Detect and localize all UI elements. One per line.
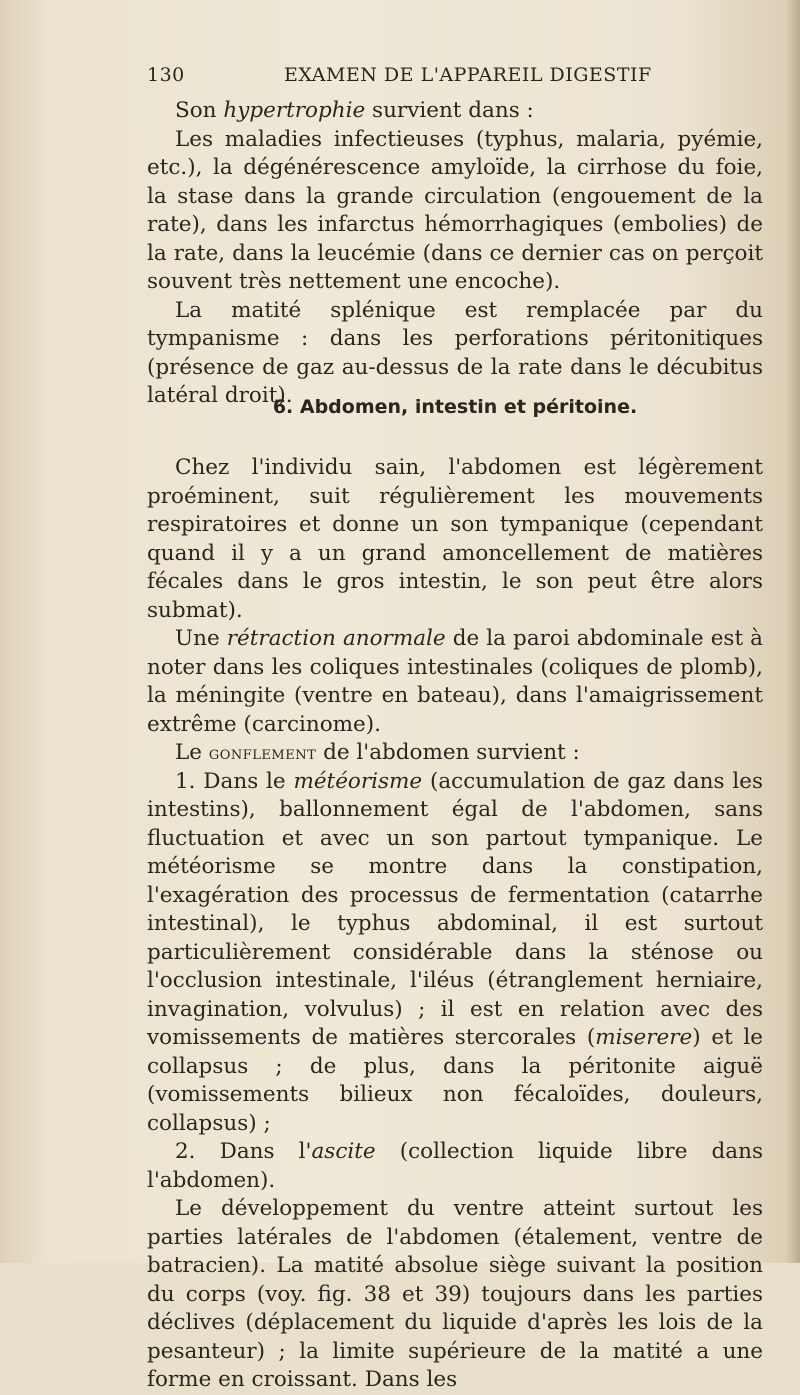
text-block-top xyxy=(147,97,763,411)
text-run: de la paroi abdominale est à noter dans les coliques intestinales (coliques de plomb), la méningite (ventre en bateau), dans l'amaigrissement extrême (carcinome). xyxy=(147,626,763,737)
paragraph: La matité splénique est remplacée par du tympanisme : dans les perforations péritonitiques (présence de gaz au-dessus de la rate dans le décubitus latéral droit). xyxy=(147,297,763,408)
running-title: EXAMEN DE L'APPAREIL DIGESTIF xyxy=(284,64,652,86)
paragraph: Chez l'individu sain, l'abdomen est légèrement proéminent, suit régulièrement les mouvements respiratoires et donne un son tympanique (cependant quand il y a un grand amoncellement de matières fécales dans le gros intestin, le son peut être alors submat). xyxy=(147,455,763,623)
emphasis: hypertrophie xyxy=(223,98,366,123)
paragraph: Les maladies infectieuses (typhus, malaria, pyémie, etc.), la dégénérescence amyloïde, la cirrhose du foie, la stase dans la grande circulation (engouement de la rate), dans les infarctus hémorrhagiques (embolies) de la rate, dans la leucémie (dans ce dernier cas on perçoit souvent très nettement une encoche). xyxy=(147,126,763,294)
text-run: (accumulation de gaz dans les intestins), ballonnement égal de l'abdomen, sans fluctuation et avec un son partout tympanique. Le météorisme se montre dans la constipation, l'exagération des processus de fermentation (catarrhe intestinal), le typhus abdominal, il est surtout particulièrement considérable dans la sténose ou l'occlusion intestinale, l'iléus (étranglement herniaire, invagination, volvulus) ; il est en relation avec des vomissements de matières stercorales ( xyxy=(147,768,763,1050)
text-run: Son xyxy=(175,98,224,123)
text-run: 1. Dans le xyxy=(175,768,294,794)
paragraph: Le développement du ventre atteint surtout les parties latérales de l'abdomen (étalement, ventre de batracien). La matité absolue siège suivant la position du corps (voy. fig. 38 et 39) toujours dans les parties déclives (déplacement du liquide d'après les lois de la pesanteur) ; la limite supérieure de la matité a une forme en croissant. Dans les xyxy=(147,1196,763,1392)
paragraph xyxy=(147,768,763,1139)
text-run: survient dans : xyxy=(365,98,534,123)
section-heading: 6. Abdomen, intestin et péritoine. xyxy=(272,396,638,418)
text-block-bottom xyxy=(147,454,763,1395)
small-caps-term: gonflement xyxy=(208,742,317,764)
text-run: Le xyxy=(175,740,209,765)
running-header xyxy=(147,64,755,94)
text-run: Une xyxy=(175,626,227,651)
paragraph xyxy=(147,97,763,126)
paragraph xyxy=(147,1138,763,1195)
paragraph xyxy=(147,739,763,768)
emphasis: météorisme xyxy=(293,768,423,794)
emphasis: miserere xyxy=(595,1025,693,1050)
text-run: de l'abdomen survient : xyxy=(316,740,580,765)
page-edge-shadow xyxy=(786,0,800,1263)
paragraph xyxy=(147,625,763,739)
text-run: 2. Dans l' xyxy=(175,1139,312,1164)
emphasis: rétraction anormale xyxy=(226,626,446,651)
text-run: (collection liquide libre dans l'abdomen). xyxy=(147,1139,763,1193)
text-run: ) et le collapsus ; de plus, dans la péritonite aiguë (vomissements bilieux non fécaloïdes, douleurs, collapsus) ; xyxy=(147,1025,763,1136)
emphasis: ascite xyxy=(311,1139,376,1164)
page-number: 130 xyxy=(147,64,185,86)
